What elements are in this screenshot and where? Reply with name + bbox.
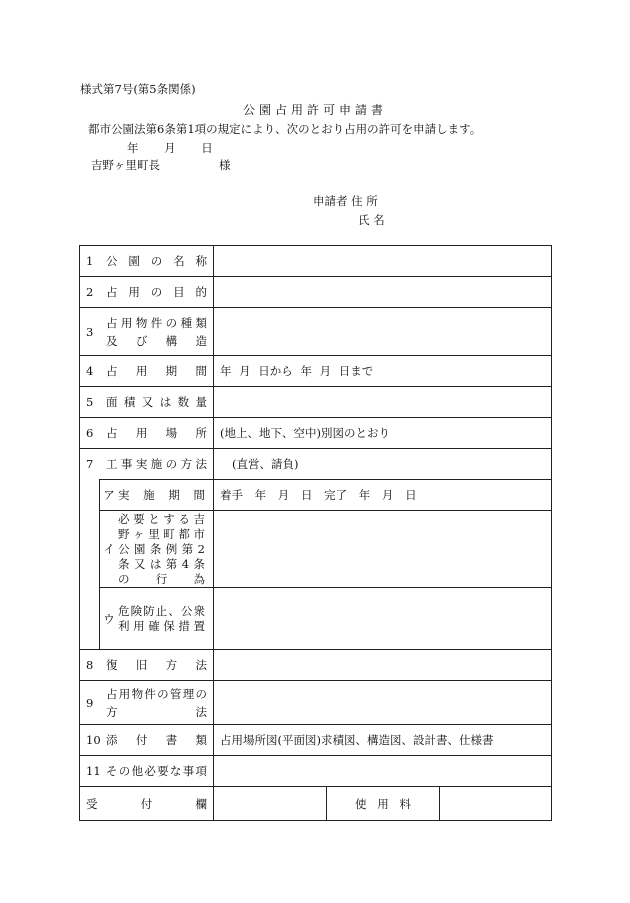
row-number: 10 [86,733,101,747]
applicant-address-label: 申請者 住 所 [313,194,378,208]
row-number: 5 [86,395,94,409]
label-text: 公園の名称 [106,254,207,268]
safety-measures-field[interactable] [214,588,552,650]
fee-label: 使用料 [327,787,440,821]
occupancy-location-field[interactable]: (地上、地下、空中)別図のとおり [214,418,552,449]
row-label [80,449,214,480]
application-form-table [79,245,552,821]
preamble-text: 都市公園法第6条第1項の規定により、次のとおり占用の許可を申請します。 [88,122,482,136]
row-number: 6 [86,426,94,440]
row-number: 4 [86,364,94,378]
table-row [80,387,552,418]
label-text: 占用物件の管理の [106,686,207,701]
label-text: 占用場所 [106,426,207,440]
label-text: 条又は第4条 [118,556,205,571]
label-text: 利用確保措置 [118,618,205,633]
label-text: 及び構造 [106,333,207,348]
row-label [80,308,214,356]
label-text: 復旧方法 [106,658,207,672]
implementation-period-field[interactable]: 着手 年 月 日 完了 年 月 日 [214,480,552,511]
subrow-label [100,511,214,588]
indent-cell [80,588,100,650]
label-text: 公園条例第2 [118,541,205,556]
form-number: 様式第7号(第5条関係) [80,82,196,96]
date-line: 年 月 日 [127,141,213,155]
honorific: 様 [219,158,231,172]
management-method-field[interactable] [214,681,552,725]
other-matters-field[interactable] [214,756,552,787]
label-text: の行為 [118,571,205,586]
park-name-field[interactable] [214,246,552,277]
table-row [80,650,552,681]
label-text: 占用物件の種類 [106,315,207,330]
table-row [80,681,552,725]
row-label [80,650,214,681]
row-label [80,418,214,449]
label-text: 工事実施の方法 [106,457,207,471]
subrow-label [100,588,214,650]
table-row [80,511,552,588]
table-row [80,787,552,821]
object-type-field[interactable] [214,308,552,356]
row-label [80,387,214,418]
label-text: 添付書類 [106,733,207,747]
table-row [80,588,552,650]
indent-cell [80,511,100,588]
table-row [80,725,552,756]
row-label [80,681,214,725]
row-number: 8 [86,658,94,672]
subrow-kana: ウ [103,611,115,626]
area-quantity-field[interactable] [214,387,552,418]
table-row [80,418,552,449]
occupancy-period-field[interactable]: 年 月 日から 年 月 日まで [214,356,552,387]
label-text: 占用の目的 [106,285,207,299]
row-number: 7 [86,457,94,471]
table-row [80,308,552,356]
construction-method-field[interactable]: (直営、請負) [214,449,552,480]
label-text: 必要とする吉 [118,511,205,526]
row-number: 2 [86,285,94,299]
document-title: 公園占用許可申請書 [242,103,387,117]
row-label [80,756,214,787]
restoration-method-field[interactable] [214,650,552,681]
reception-field[interactable] [214,787,327,821]
table-row [80,449,552,480]
table-row [80,356,552,387]
applicant-name-label: 氏 名 [358,213,385,227]
indent-cell [80,480,100,511]
reception-label: 受付欄 [80,787,214,821]
row-number: 9 [86,695,94,710]
table-row [80,277,552,308]
row-number: 3 [86,324,94,339]
label-text: 危険防止、公衆 [118,603,205,618]
subrow-label [100,480,214,511]
table-row [80,756,552,787]
purpose-field[interactable] [214,277,552,308]
required-act-field[interactable] [214,511,552,588]
row-label [80,277,214,308]
label-text: 面積又は数量 [106,395,207,409]
addressee: 吉野ヶ里町長 [91,158,160,172]
row-label [80,246,214,277]
row-label [80,356,214,387]
row-number: 11 [86,764,101,778]
label-text: 占用期間 [106,364,207,378]
attached-documents-field[interactable]: 占用場所図(平面図)求積図、構造図、設計書、仕様書 [214,725,552,756]
table-row [80,480,552,511]
row-label [80,725,214,756]
label-text: 方法 [106,704,207,719]
subrow-kana: ア [103,488,115,502]
table-row [80,246,552,277]
row-number: 1 [86,254,94,268]
fee-field[interactable] [440,787,552,821]
subrow-kana: イ [103,542,115,556]
label-text: 野ヶ里町都市 [118,526,205,541]
label-text: その他必要な事項 [106,764,207,778]
label-text: 実施期間 [118,487,205,502]
